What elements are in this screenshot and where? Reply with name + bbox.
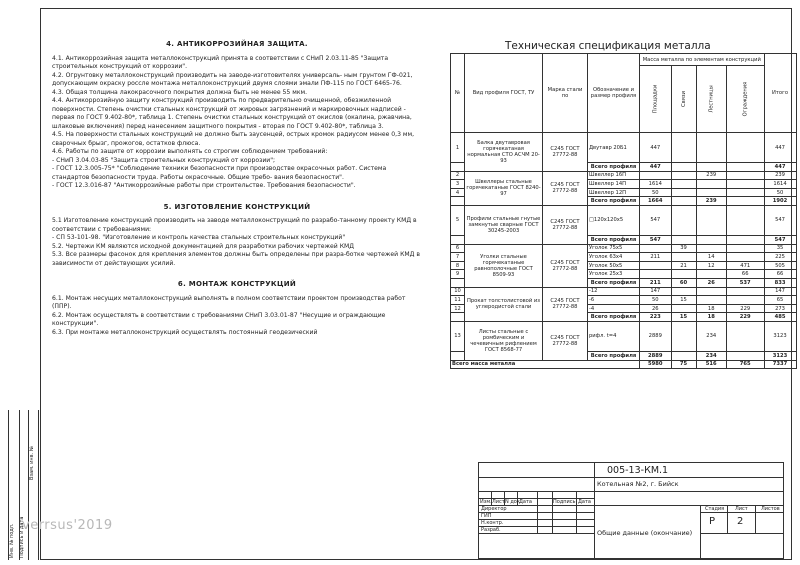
cell-num: 10	[451, 287, 465, 296]
note-paragraph: 5.3. Все размеры фасонок для крепления элементов должны быть определены при разра-ботке чертежей КМД в зависимости от действующих усилий.	[52, 251, 420, 267]
grand-total-value: 7337	[764, 360, 796, 369]
cell-total: 239	[764, 171, 796, 180]
cell-designation: -6	[588, 296, 640, 305]
cell-mass	[726, 321, 764, 351]
subtotal-mass	[726, 163, 764, 172]
cell-steel: С245 ГОСТ 27772-88	[543, 171, 588, 205]
cell-total: 547	[764, 205, 796, 235]
table-row	[451, 287, 797, 296]
subtotal-mass	[671, 351, 696, 360]
cell-mass: 239	[696, 171, 726, 180]
header-col4: Ограждения	[726, 66, 764, 133]
cell-mass: 21	[671, 261, 696, 270]
subtotal-mass: 229	[726, 313, 764, 322]
cell-mass	[696, 133, 726, 163]
cell-designation: Уголок 63х4	[588, 253, 640, 262]
stage-value: Р	[709, 516, 716, 527]
subtotal-mass	[696, 163, 726, 172]
spec-table	[450, 53, 797, 369]
note-paragraph: 6.1. Монтаж несущих металлоконструкций выполнять в полном соответствии проектом производства работ (ППР).	[52, 294, 406, 310]
note-paragraph: - СП 53-101-98. "Изготовление и контроль качества стальных строительных конструкций"	[52, 234, 346, 241]
subtotal-total: 485	[764, 313, 796, 322]
col-label-date1: Дата	[519, 499, 532, 505]
cell-profile: Швеллеры стальные горячекатаные ГОСТ 8240-97	[465, 171, 543, 205]
cell-total: 35	[764, 244, 796, 253]
cell-steel: С245 ГОСТ 27772-88	[543, 133, 588, 172]
grand-total-mass: 516	[696, 360, 726, 369]
cell-designation: □120х120х5	[588, 205, 640, 235]
cell-mass: 229	[726, 304, 764, 313]
cell-steel: С245 ГОСТ 27772-88	[543, 321, 588, 360]
header-total: Итого	[764, 54, 796, 133]
cell-mass	[671, 270, 696, 279]
cell-mass	[726, 188, 764, 197]
subtotal-mass: 60	[671, 278, 696, 287]
cell-mass: 471	[726, 261, 764, 270]
cell-mass	[726, 171, 764, 180]
note-paragraph: 4.2. Огрунтовку металлоконструкций производить на заводе-изготовителях универсаль- ным грунтом ГФ-021, допускающим окраску россле монтажа металлоконструкций двумя слоями эмали ПФ-115 по ГОСТ 6465-76.	[52, 71, 413, 87]
cell-num: 6	[451, 244, 465, 253]
cell-mass	[726, 205, 764, 235]
cell-mass	[726, 253, 764, 262]
cell-mass	[640, 171, 672, 180]
cell-designation: Уголок 75х5	[588, 244, 640, 253]
cell-mass: 147	[640, 287, 672, 296]
note-paragraph: 5.2. Чертежи КМ являются исходной документацией для разработки рабочих чертежей КМД	[52, 242, 355, 250]
subtotal-label: Всего профиля	[588, 163, 640, 172]
cell-total: 3123	[764, 321, 796, 351]
cell-profile: Листы стальные с ромбическим и чечевичным рифлением ГОСТ 8568-77	[465, 321, 543, 360]
stamp-label-1: Инв. № подл.	[9, 523, 15, 558]
grand-total-mass: 75	[671, 360, 696, 369]
cell-steel: С245 ГОСТ 27772-88	[543, 244, 588, 287]
cell-mass: 50	[640, 188, 672, 197]
stamp-label-3: Взам. инв. №	[29, 446, 35, 480]
note-paragraph: 6.2. Монтаж осуществлять в соответствии с требованиями СНиП 3.03.01-87 "Несущие и ограждающие конструкции".	[52, 311, 386, 327]
general-notes	[52, 36, 422, 337]
cell-num	[451, 235, 465, 244]
header-num: №	[451, 54, 465, 133]
header-col3: Лестницы	[696, 66, 726, 133]
subtotal-label: Всего профиля	[588, 235, 640, 244]
cell-num: 1	[451, 133, 465, 163]
cell-mass	[640, 244, 672, 253]
col-label-list: Лист	[492, 499, 505, 505]
note-paragraph: - ГОСТ 12.3.005-75* "Соблюдение техники безопасности при производстве окрасочных работ. Система стандартов безопасности труда. Работы окрасочные. Общие требо- вания безопасности".	[52, 165, 387, 181]
cell-mass: 12	[696, 261, 726, 270]
cell-mass: 211	[640, 253, 672, 262]
grand-total-label: Всего масса металла	[451, 360, 640, 369]
note-paragraph: - СНиП 3.04.03-85 "Защита строительных конструкций от коррозии";	[52, 156, 276, 164]
cell-mass	[726, 180, 764, 189]
cell-num	[451, 163, 465, 172]
header-col2: Связи	[671, 66, 696, 133]
role-director: Директор	[481, 506, 507, 512]
sheet-title: Общие данные (окончание)	[597, 529, 693, 537]
cell-mass	[671, 180, 696, 189]
cell-total: 147	[764, 287, 796, 296]
header-col1: Площадки	[640, 66, 672, 133]
role-razrab: Разраб.	[481, 527, 501, 533]
table-row	[451, 171, 797, 180]
cell-num	[451, 351, 465, 360]
cell-num	[451, 278, 465, 287]
subtotal-mass: 26	[696, 278, 726, 287]
cell-mass: 18	[696, 304, 726, 313]
cell-num: 11	[451, 296, 465, 305]
grand-total-mass: 765	[726, 360, 764, 369]
cell-total: 505	[764, 261, 796, 270]
note-paragraph: 4.1. Антикоррозийная защита металлоконструкций принята в соответствии с СНиП 2.03.11-85 "Защита строительных конструкций от коррозии".	[52, 54, 389, 70]
cell-mass: 66	[726, 270, 764, 279]
cell-mass	[671, 287, 696, 296]
role-gip: ГИП	[481, 513, 492, 519]
note-paragraph: - ГОСТ 12.3.016-87 "Антикоррозийные работы при строительстве. Требования безопасности".	[52, 182, 356, 189]
subtotal-total: 833	[764, 278, 796, 287]
section-title: 5. ИЗГОТОВЛЕНИЕ КОНСТРУКЦИЙ	[163, 202, 311, 211]
note-paragraph: 5.1 Изготовление конструкций производить на заводе металлоконструкций по разрабо-танному проекту КМД в соответствии с требованиями:	[52, 217, 417, 233]
cell-num: 2	[451, 171, 465, 180]
grand-total-mass: 5980	[640, 360, 672, 369]
cell-mass	[726, 296, 764, 305]
subtotal-mass	[726, 197, 764, 206]
cell-designation: Швеллер 16П	[588, 171, 640, 180]
col-label-sign: Подпись	[553, 499, 576, 505]
subtotal-mass: 234	[696, 351, 726, 360]
table-row	[451, 321, 797, 351]
cell-mass	[671, 133, 696, 163]
cell-total: 447	[764, 133, 796, 163]
cell-designation: -12	[588, 287, 640, 296]
section-title: 4. АНТИКОРРОЗИЙНАЯ ЗАЩИТА.	[166, 40, 308, 48]
subtotal-total: 547	[764, 235, 796, 244]
table-row	[451, 133, 797, 163]
cell-mass	[671, 253, 696, 262]
subtotal-mass: 537	[726, 278, 764, 287]
header-mass-group: Масса металла по элементам конструкций	[640, 54, 765, 66]
cell-designation: Уголок 25х3	[588, 270, 640, 279]
cell-mass: 14	[696, 253, 726, 262]
subtotal-mass: 1664	[640, 197, 672, 206]
cell-total: 1614	[764, 180, 796, 189]
cell-num: 12	[451, 304, 465, 313]
subtotal-mass	[671, 235, 696, 244]
cell-mass: 2889	[640, 321, 672, 351]
section-title: 6. МОНТАЖ КОНСТРУКЦИЙ	[177, 280, 297, 288]
cell-steel: С245 ГОСТ 27772-88	[543, 205, 588, 244]
col-label-izm: Изм.	[480, 499, 492, 505]
cell-mass: 1614	[640, 180, 672, 189]
sheets-label: Листов	[761, 506, 780, 512]
col-label-ndoc: N док	[505, 499, 520, 505]
cell-mass	[640, 270, 672, 279]
subtotal-mass: 211	[640, 278, 672, 287]
doc-code: 005-13-КМ.1	[607, 465, 669, 476]
cell-num	[451, 313, 465, 322]
subtotal-mass	[671, 197, 696, 206]
cell-mass	[696, 296, 726, 305]
cell-mass: 39	[671, 244, 696, 253]
subtotal-label: Всего профиля	[588, 197, 640, 206]
note-paragraph: 4.6. Работы по защите от коррозии выполнять со строгим соблюдением требований:	[52, 148, 328, 155]
cell-num: 4	[451, 188, 465, 197]
subtotal-mass: 239	[696, 197, 726, 206]
note-paragraph: 4.5. На поверхности стальных конструкций не должно быть заусенцей, острых кромок радиусом менее 0,3 мм, сварочных брызг, прожогов, остатков флюса.	[52, 131, 415, 147]
cell-profile: Балка двутавровая горячекатаная нормальная СТО АСЧМ 20-93	[465, 133, 543, 172]
note-paragraph: 4.4. Антикоррозийную защиту конструкций производить по предварительно очищенной, обезжиленной поверхности. Степень очистки стальных конструкций от жировых загрязнений и маркировочных надписей - первая по ГОСТ 9.402-80*, таблица 1. Степень очистки стальных конструкций от окислов (окалина, ржавчина, шлаковые включения) перед нанесением защитного покрытия - вторая по ГОСТ 9.402-80*, таблица 3.	[52, 97, 412, 130]
cell-mass	[671, 321, 696, 351]
note-paragraph: 6.3. При монтаже металлоконструкций осуществлять постоянный геодезический	[52, 328, 318, 336]
cell-mass	[726, 244, 764, 253]
cell-mass	[696, 180, 726, 189]
stage-label: Стадия	[705, 506, 725, 512]
cell-mass: 447	[640, 133, 672, 163]
note-paragraph: 4.3. Общая толщина лакокрасочного покрытия должна быть не менее 55 мкм.	[52, 88, 308, 96]
side-stamp	[8, 410, 39, 560]
cell-num: 8	[451, 261, 465, 270]
subtotal-mass: 15	[671, 313, 696, 322]
cell-total: 273	[764, 304, 796, 313]
cell-num: 9	[451, 270, 465, 279]
cell-designation: -4	[588, 304, 640, 313]
cell-designation: рифл. t=4	[588, 321, 640, 351]
cell-mass	[696, 287, 726, 296]
cell-profile: Профили стальные гнутые замкнутые сварные ГОСТ 30245-2003	[465, 205, 543, 244]
subtotal-mass: 223	[640, 313, 672, 322]
cell-mass	[726, 133, 764, 163]
cell-mass	[696, 205, 726, 235]
cell-mass	[726, 287, 764, 296]
table-row	[451, 244, 797, 253]
watermark: verrsus'2019	[22, 518, 113, 533]
cell-mass	[696, 188, 726, 197]
cell-num: 7	[451, 253, 465, 262]
subtotal-total: 447	[764, 163, 796, 172]
subtotal-mass	[671, 163, 696, 172]
cell-mass: 547	[640, 205, 672, 235]
cell-mass	[671, 304, 696, 313]
cell-mass	[671, 188, 696, 197]
cell-mass	[640, 261, 672, 270]
cell-steel: С245 ГОСТ 27772-88	[543, 287, 588, 321]
cell-num	[451, 197, 465, 206]
subtotal-label: Всего профиля	[588, 313, 640, 322]
cell-designation: Двутавр 20Б1	[588, 133, 640, 163]
cell-num: 3	[451, 180, 465, 189]
cell-mass	[671, 205, 696, 235]
cell-total: 50	[764, 188, 796, 197]
title-block	[478, 462, 784, 559]
spec-body	[451, 133, 797, 369]
cell-mass	[696, 270, 726, 279]
cell-total: 225	[764, 253, 796, 262]
grand-total-row	[451, 360, 797, 369]
stamp-label-2: Подпись и дата	[19, 516, 25, 558]
subtotal-mass	[726, 351, 764, 360]
cell-profile: Уголки стальные горячекатаные равнополочные ГОСТ 8509-93	[465, 244, 543, 287]
subtotal-mass	[696, 235, 726, 244]
cell-total: 65	[764, 296, 796, 305]
cell-mass: 15	[671, 296, 696, 305]
subtotal-label: Всего профиля	[588, 351, 640, 360]
subtotal-mass	[726, 235, 764, 244]
subtotal-total: 1902	[764, 197, 796, 206]
subtotal-mass: 447	[640, 163, 672, 172]
role-nkontr: Н.контр.	[481, 520, 504, 526]
cell-designation: Швеллер 14П	[588, 180, 640, 189]
subtotal-mass: 18	[696, 313, 726, 322]
col-label-date2: Дата	[578, 499, 591, 505]
cell-profile: Прокат толстолистовой из углеродистой стали	[465, 287, 543, 321]
cell-mass: 234	[696, 321, 726, 351]
header-designation: Обозначение и размер профиля	[588, 54, 640, 133]
header-profile: Вид профиля ГОСТ, ТУ	[465, 54, 543, 133]
sheet-label: Лист	[735, 506, 748, 512]
cell-num: 5	[451, 205, 465, 235]
cell-num: 13	[451, 321, 465, 351]
spec-title: Техническая спецификация металла	[505, 40, 711, 52]
cell-mass	[671, 171, 696, 180]
header-steel: Марка стали по	[543, 54, 588, 133]
object-name: Котельная №2, г. Бийск	[597, 480, 679, 488]
subtotal-mass: 547	[640, 235, 672, 244]
cell-total: 66	[764, 270, 796, 279]
subtotal-mass: 2889	[640, 351, 672, 360]
cell-designation: Уголок 50х5	[588, 261, 640, 270]
cell-mass	[696, 244, 726, 253]
cell-designation: Швеллер 12П	[588, 188, 640, 197]
cell-mass: 50	[640, 296, 672, 305]
sheet-value: 2	[737, 516, 744, 527]
subtotal-label: Всего профиля	[588, 278, 640, 287]
table-row	[451, 205, 797, 235]
cell-mass: 26	[640, 304, 672, 313]
subtotal-total: 3123	[764, 351, 796, 360]
